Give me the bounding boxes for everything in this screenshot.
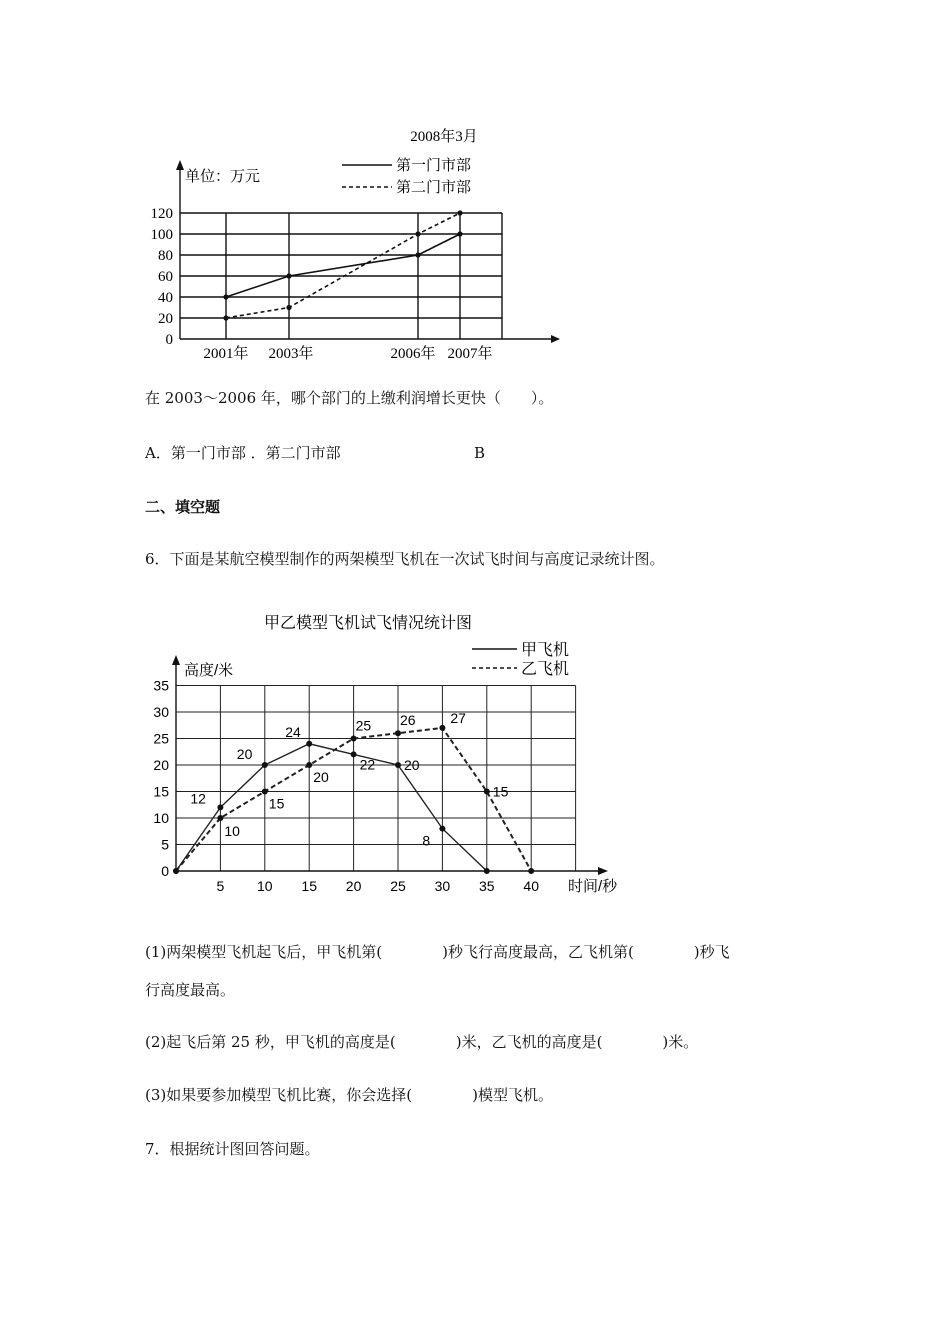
flight-height-line-chart: [0, 600, 950, 910]
data-point: [351, 751, 357, 757]
data-point: [439, 725, 445, 731]
x-tick-label: 35: [479, 878, 495, 894]
chart2-ylabel: 高度/米: [184, 662, 234, 679]
x-tick-label: 30: [434, 878, 451, 894]
y-tick-label: 0: [165, 332, 173, 348]
legend-series-2: 第二门市部: [396, 180, 472, 196]
y-axis-arrow: [172, 655, 180, 665]
x-tick-label: 40: [523, 878, 539, 894]
chart1-title: 2008年3月: [410, 129, 478, 145]
y-tick-label: 25: [153, 730, 169, 747]
data-point: [528, 868, 534, 874]
question5-options: A．第一门市部 ．第二门市部: [145, 444, 341, 462]
data-point: [457, 231, 462, 236]
series-line-1: [226, 234, 460, 297]
data-point: [395, 762, 401, 768]
data-point: [395, 730, 401, 736]
question6-part2: (2)起飞后第 25 秒，甲飞机的高度是( )米，乙飞机的高度是( )米。: [145, 1033, 699, 1051]
profit-line-chart: [0, 0, 950, 380]
y-tick-label: 0: [161, 863, 169, 879]
series-line-2: [226, 213, 460, 318]
data-point: [484, 789, 490, 795]
data-point: [415, 231, 420, 236]
legend-series-1: 第一门市部: [396, 158, 472, 174]
section-title-fill-blank: 二、填空题: [145, 498, 221, 516]
data-point: [286, 305, 291, 310]
data-label: 20: [236, 746, 253, 762]
question6-stem: 6．下面是某航空模型制作的两架模型飞机在一次试飞时间与高度记录统计图。: [145, 550, 665, 568]
data-point: [457, 210, 462, 215]
y-tick-label: 35: [153, 677, 169, 694]
y-tick-label: 120: [150, 206, 173, 222]
legend-series-2: 乙飞机: [521, 661, 570, 678]
data-point: [223, 315, 228, 320]
data-point: [262, 789, 268, 795]
question5-option-b: B: [474, 444, 486, 462]
x-axis-arrow: [551, 335, 560, 343]
chart1-ylabel: 单位：万元: [185, 169, 261, 185]
data-point: [351, 736, 357, 742]
data-point: [484, 868, 490, 874]
data-label: 15: [492, 783, 509, 800]
x-tick-label: 5: [216, 878, 225, 894]
question5-stem: 在 2003～2006 年，哪个部门的上缴利润增长更快（ ）。: [145, 389, 554, 407]
y-tick-label: 15: [153, 783, 169, 800]
x-tick-label: 2003年: [268, 346, 314, 362]
question6-part1-line2: 行高度最高。: [145, 981, 236, 999]
y-tick-label: 20: [153, 757, 169, 773]
x-tick-label: 10: [257, 878, 273, 894]
data-label: 24: [285, 723, 301, 740]
data-label: 26: [400, 712, 416, 729]
data-point: [306, 741, 312, 747]
data-point: [306, 762, 312, 768]
y-tick-label: 60: [158, 269, 173, 285]
question7-stem: 7．根据统计图回答问题。: [145, 1140, 320, 1158]
data-point: [217, 804, 223, 810]
x-tick-label: 2001年: [203, 346, 249, 362]
data-point: [223, 294, 228, 299]
data-label: 12: [190, 790, 206, 807]
data-label: 25: [355, 717, 372, 734]
data-label: 10: [224, 823, 240, 839]
data-label: 20: [313, 769, 329, 785]
y-tick-label: 20: [158, 311, 173, 327]
x-tick-label: 20: [345, 878, 362, 894]
question6-part3: (3)如果要参加模型飞机比赛，你会选择( )模型飞机。: [145, 1086, 553, 1104]
data-label: 27: [450, 709, 466, 726]
data-label: 8: [422, 832, 431, 849]
data-label: 22: [359, 756, 376, 773]
data-label: 15: [268, 795, 285, 812]
y-tick-label: 5: [161, 836, 169, 853]
chart2-title: 甲乙模型飞机试飞情况统计图: [263, 615, 473, 632]
legend-series-1: 甲飞机: [521, 642, 570, 659]
y-tick-label: 80: [158, 248, 173, 264]
y-tick-label: 40: [158, 290, 173, 306]
x-axis-arrow: [598, 867, 608, 875]
x-tick-label: 25: [390, 878, 406, 894]
x-tick-label: 2007年: [447, 346, 493, 362]
question6-part1-line1: (1)两架模型飞机起飞后，甲飞机第( )秒飞行高度最高，乙飞机第( )秒飞: [145, 943, 730, 961]
data-point: [173, 868, 179, 874]
data-point: [439, 826, 445, 832]
x-tick-label: 2006年: [390, 346, 436, 362]
y-tick-label: 30: [153, 704, 169, 720]
data-point: [217, 815, 223, 821]
y-axis-arrow: [176, 160, 184, 170]
y-tick-label: 10: [153, 810, 169, 826]
data-point: [415, 252, 420, 257]
data-point: [286, 273, 291, 278]
data-label: 20: [404, 757, 420, 773]
chart2-xlabel: 时间/秒: [568, 878, 618, 895]
y-tick-label: 100: [150, 227, 173, 243]
data-point: [262, 762, 268, 768]
x-tick-label: 15: [301, 878, 317, 894]
